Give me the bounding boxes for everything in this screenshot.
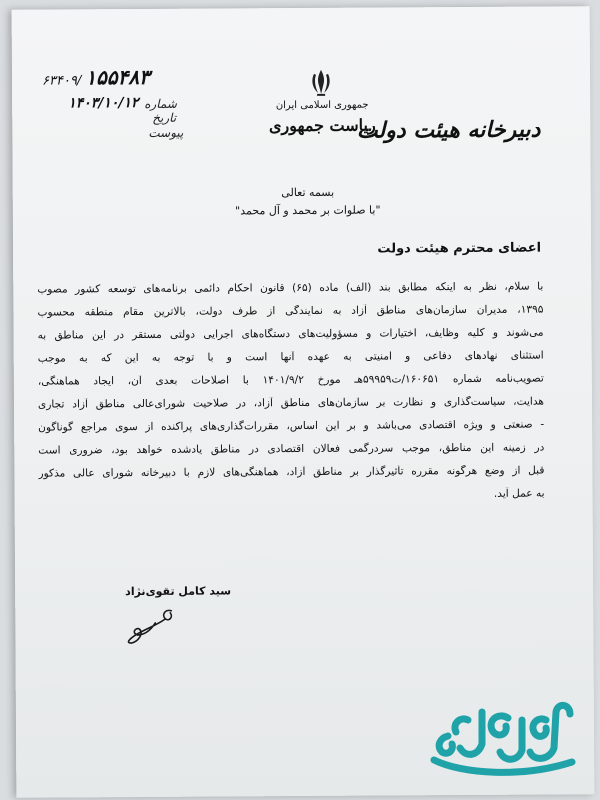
cabinet-office-title: دبیرخانه هیئت دولت <box>356 116 541 144</box>
signer-name: سید کامل تقوی‌نژاد <box>125 584 232 599</box>
body-line: می‌شوند و کلیه وظایف، اختیارات و مسؤولیت‌های دستگاه‌های اجرایی دولتی مستقر در این مناطق به <box>37 326 544 342</box>
date-label: تاریخ <box>152 110 177 125</box>
body-line: ۱۳۹۵، مدیران سازمان‌های مناطق آزاد به نمایندگی از طرف دولت، بالاترین مقام منطقه محسوب <box>37 303 544 319</box>
signature-icon <box>115 599 185 649</box>
reference-date: ۱۴۰۳/۱۰/۱۲ <box>68 94 139 112</box>
reference-number-prefix: ۶۳۴۰۹/ <box>41 73 82 89</box>
presidency-title: ریاست جمهوری <box>268 115 376 136</box>
iran-emblem-icon <box>308 68 334 98</box>
reference-number: ۶۳۴۰۹/ ۱۵۵۴۸۳ <box>41 64 150 90</box>
basmala: بسمه تعالی <box>281 185 335 200</box>
body-line: - صنعتی و ویژه اقتصادی می‌باشد و بر این اساس، مقررات‌گذاری‌های پراکنده از سوی مراجع گوناگون <box>38 418 545 434</box>
attachment-label: پیوست <box>148 125 184 140</box>
body-line: قبل از وضع هرگونه مقرره تأثیرگذار بر مناطق آزاد، هماهنگی‌های لازم با دبیرخانه شورای عالی مذکور <box>38 464 545 480</box>
republic-title: جمهوری اسلامی ایران <box>275 99 369 112</box>
body-line: استثنای نهادهای دفاعی و امنیتی به عهده آنها است و با توجه به این که به موجب <box>37 349 544 365</box>
watermark-mark <box>434 705 572 772</box>
body-line: تصویب‌نامه شماره ۱۶۰۶۵۱/ت۵۹۹۵۹هـ مورخ ۱۴۰۱/۹/۲ با اصلاحات بعدی آن، ایجاد هماهنگی، <box>37 372 544 388</box>
body-line: هدایت، سیاست‌گذاری و نظارت بر سازمان‌های مناطق آزاد، در صلاحیت شورای‌عالی مناطق آزاد تجاری <box>37 395 545 411</box>
number-label: شماره <box>144 96 177 111</box>
salawat: "با صلوات بر محمد و آل محمد" <box>235 203 381 218</box>
body-line: به عمل آید. <box>493 487 545 500</box>
body-line: با سلام، نظر به اینکه مطابق بند (الف) ماده (۶۵) قانون احکام دائمی برنامه‌های توسعه کشور مصوب <box>37 280 544 296</box>
watermark-logo <box>422 690 582 790</box>
letter-page <box>12 6 595 798</box>
addressee: اعضای محترم هیئت دولت <box>377 240 542 257</box>
body-line: در زمینه این مناطق، موجب سردرگمی فعالان اقتصادی در مناطق یادشده خواهد بود، ضروری است <box>38 441 545 457</box>
